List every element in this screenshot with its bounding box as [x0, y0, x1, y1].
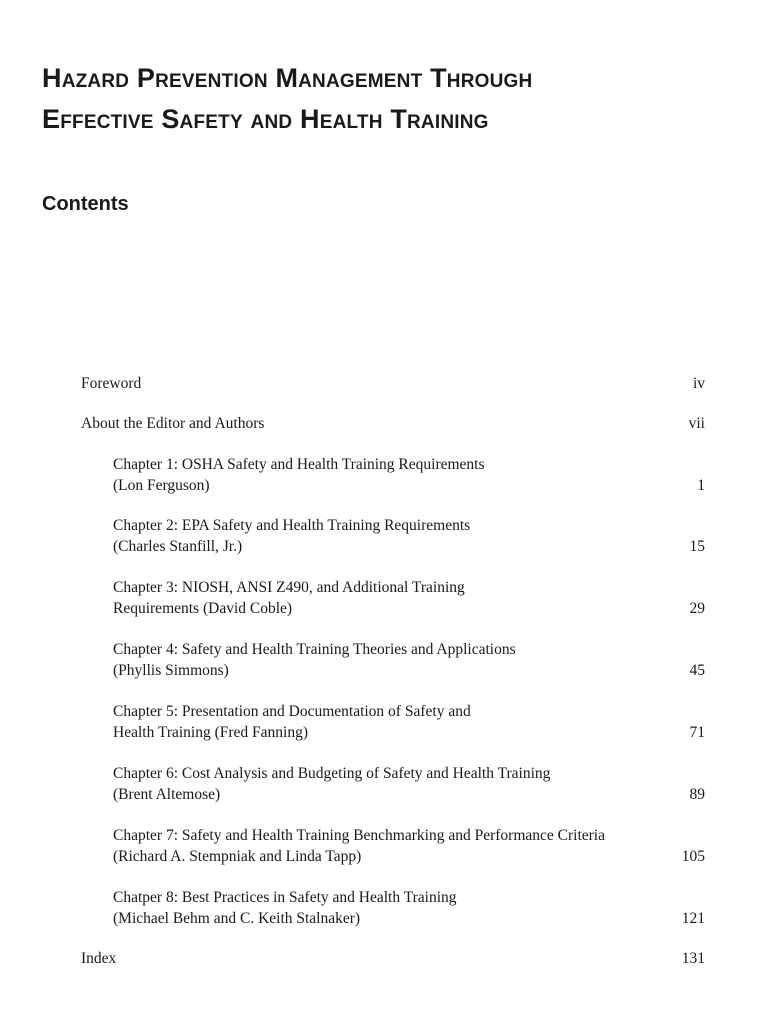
toc-page-number: 15: [689, 538, 705, 555]
toc-page-number: 89: [689, 786, 705, 803]
toc-entry-title: Chapter 4: Safety and Health Training Theories and Applications: [113, 641, 516, 658]
toc-entry-label: [113, 454, 485, 496]
toc-entry-label: [113, 701, 471, 743]
toc-page-number: iv: [692, 375, 705, 392]
toc-page-number: 105: [681, 848, 705, 865]
toc-entry-author: Health Training (Fred Fanning): [113, 724, 309, 741]
toc-page-number: 1: [697, 477, 705, 494]
toc-entry-label: [113, 515, 470, 557]
toc-entry-title: Chapter 3: NIOSH, ANSI Z490, and Additional Training: [113, 579, 465, 596]
toc-entry-label: About the Editor and Authors: [81, 415, 265, 432]
toc-entry-label: Index: [81, 950, 117, 967]
toc-entry-author: Requirements (David Coble): [113, 600, 293, 617]
toc-entry-label: [113, 763, 550, 805]
toc-entry-label: [113, 887, 457, 929]
toc-entry-author: (Michael Behm and C. Keith Stalnaker): [113, 910, 361, 927]
toc-entry-title: Chapter 6: Cost Analysis and Budgeting of Safety and Health Training: [113, 765, 551, 782]
toc-entry-title: Chatper 8: Best Practices in Safety and Health Training: [113, 889, 457, 906]
toc-page-number: 131: [681, 950, 705, 967]
toc-entry-label: Foreword: [81, 375, 142, 392]
toc-entry-label: [113, 825, 605, 867]
toc-entry-label: [113, 577, 465, 619]
toc-page-number: 71: [689, 724, 705, 741]
book-title-line-2: Effective Safety and Health Training: [42, 104, 489, 134]
contents-heading: Contents: [42, 193, 129, 215]
toc-entry-label: [113, 639, 516, 681]
toc-entry-author: (Brent Altemose): [113, 786, 221, 803]
toc-entry-author: (Lon Ferguson): [113, 477, 210, 494]
toc-page-number: 121: [681, 910, 705, 927]
toc-entry-title: Chapter 5: Presentation and Documentation of Safety and: [113, 703, 471, 720]
book-title-line-1: Hazard Prevention Management Through: [42, 63, 533, 93]
toc-page-number: 29: [689, 600, 705, 617]
toc-entry-author: (Phyllis Simmons): [113, 662, 229, 679]
toc-entry-author: (Richard A. Stempniak and Linda Tapp): [113, 848, 362, 865]
toc-entry-title: Chapter 2: EPA Safety and Health Training Requirements: [113, 517, 471, 534]
toc-entry-title: Chapter 1: OSHA Safety and Health Training Requirements: [113, 456, 485, 473]
toc-entry-title: Chapter 7: Safety and Health Training Benchmarking and Performance Criteria: [113, 827, 605, 844]
toc-page-number: 45: [689, 662, 705, 679]
toc-entry-author: (Charles Stanfill, Jr.): [113, 538, 243, 555]
toc-page-number: vii: [688, 415, 705, 432]
